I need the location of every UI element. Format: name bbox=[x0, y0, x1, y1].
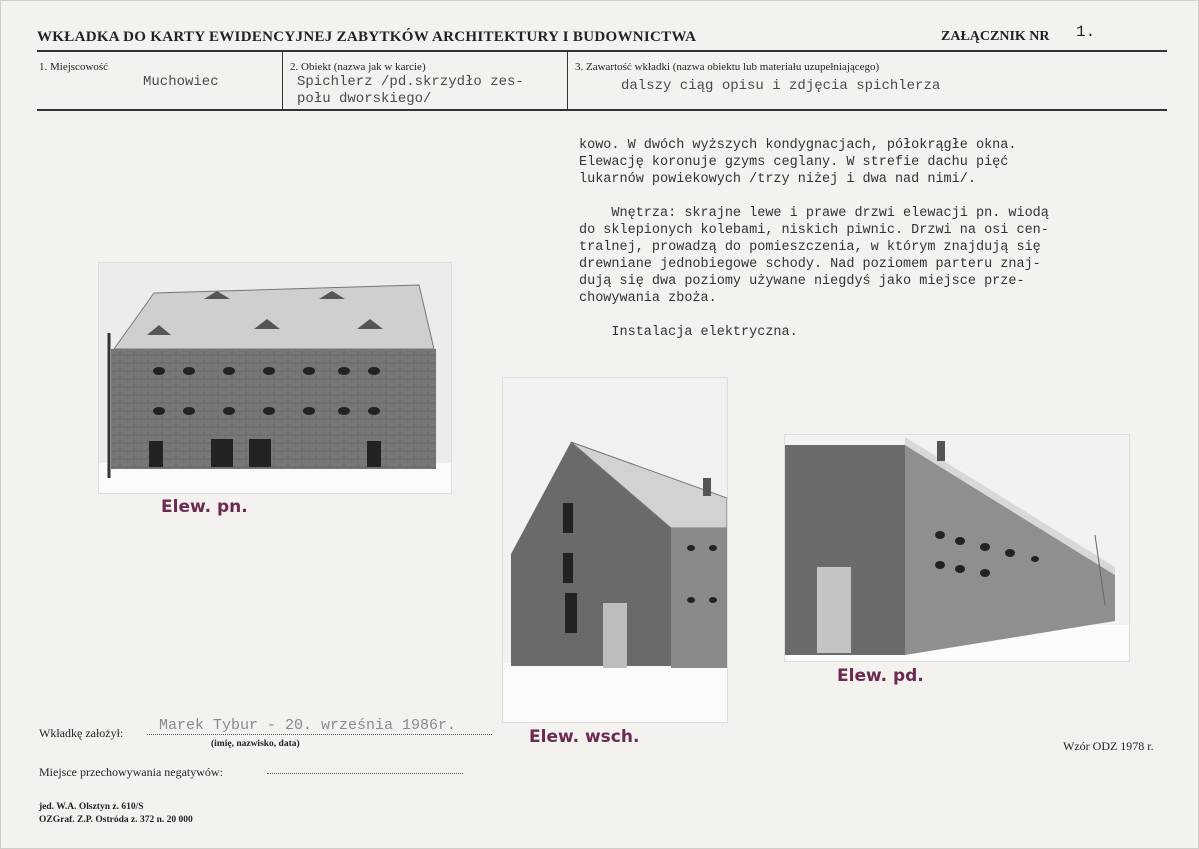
contents-value: dalszy ciąg opisu i zdjęcia spichlerza bbox=[621, 78, 941, 94]
caption-north: Elew. pn. bbox=[161, 497, 248, 517]
author-hint: (imię, nazwisko, data) bbox=[211, 739, 300, 749]
caption-east: Elew. wsch. bbox=[529, 727, 640, 747]
card-title: WKŁADKA DO KARTY EWIDENCYJNEJ ZABYTKÓW ARCHITEKTURY I BUDOWNICTWA bbox=[37, 29, 697, 45]
locality-value: Muchowiec bbox=[143, 74, 219, 90]
header-rule-top bbox=[37, 50, 1167, 52]
header-rule-bottom bbox=[37, 109, 1167, 111]
author-value: Marek Tybur - 20. września 1986r. bbox=[159, 717, 457, 734]
photo-north-elevation bbox=[99, 263, 451, 493]
object-value-line2: połu dworskiego/ bbox=[297, 91, 432, 107]
attachment-label: ZAŁĄCZNIK NR bbox=[941, 29, 1050, 44]
print-line-1: jed. W.A. Olsztyn z. 610/S bbox=[39, 802, 144, 812]
contents-label: 3. Zawartość wkładki (nazwa obiektu lub materiału uzupełniającego) bbox=[575, 61, 880, 73]
photo-south-elevation bbox=[785, 435, 1129, 661]
caption-south: Elew. pd. bbox=[837, 666, 924, 686]
field-divider-1 bbox=[282, 51, 283, 109]
template-note: Wzór ODZ 1978 r. bbox=[1063, 739, 1154, 753]
photo-east-elevation bbox=[503, 378, 727, 722]
field-divider-2 bbox=[567, 51, 568, 109]
negatives-label: Miejsce przechowywania negatywów: bbox=[39, 765, 223, 779]
locality-label: 1. Miejscowość bbox=[39, 61, 109, 73]
object-label: 2. Obiekt (nazwa jak w karcie) bbox=[290, 61, 426, 73]
print-line-2: OZGraf. Z.P. Ostróda z. 372 n. 20 000 bbox=[39, 815, 193, 825]
object-value-line1: Spichlerz /pd.skrzydło zes- bbox=[297, 74, 524, 90]
author-label: Wkładkę założył: bbox=[39, 726, 124, 740]
negatives-dotline bbox=[267, 773, 463, 774]
attachment-number: 1. bbox=[1076, 23, 1096, 41]
author-dotline bbox=[147, 734, 492, 735]
description-text: kowo. W dwóch wyższych kondygnacjach, półokrągłe okna. Elewację koronuje gzyms ceglany. W strefie dachu pięć lukarnów powiekowych /trzy niżej i dwa nad nimi/. Wnętrza: skrajne lewe i prawe drzwi elewacji pn. wiodą do sklepionych kolebami, niskich piwnic. Drzwi na osi cen- tralnej, prowadzą do pomieszczenia, w którym znajdują się drewniane jednobiegowe schody. Nad poziomem parteru znaj- dują się dwa poziomy używane niegdyś jako miejsce prze- chowywania zboża. Instalacja elektryczna. bbox=[579, 138, 1049, 340]
